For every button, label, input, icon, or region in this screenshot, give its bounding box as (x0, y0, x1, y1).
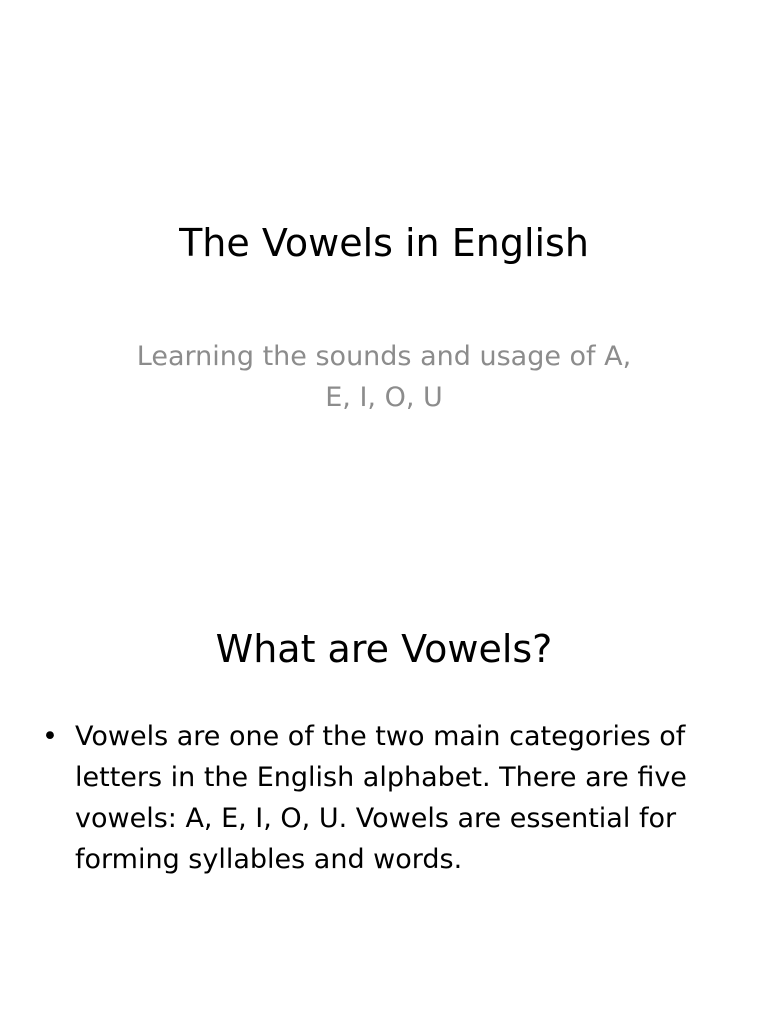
slide-subtitle: Learning the sounds and usage of A, E, I, O, U (136, 341, 632, 413)
bullet-item (38, 716, 728, 880)
slide-what-are-vowels (0, 512, 768, 1024)
bullet-list (38, 716, 728, 880)
slide-heading: What are Vowels? (215, 627, 553, 671)
slide-title-heading: The Vowels in English (179, 221, 589, 265)
bullet-text: Vowels are one of the two main categories of letters in the English alphabet. There are five vowels: A, E, I, O, U. Vowels are essential for forming syllables and words. (75, 721, 687, 875)
bullet-icon: • (42, 721, 58, 752)
